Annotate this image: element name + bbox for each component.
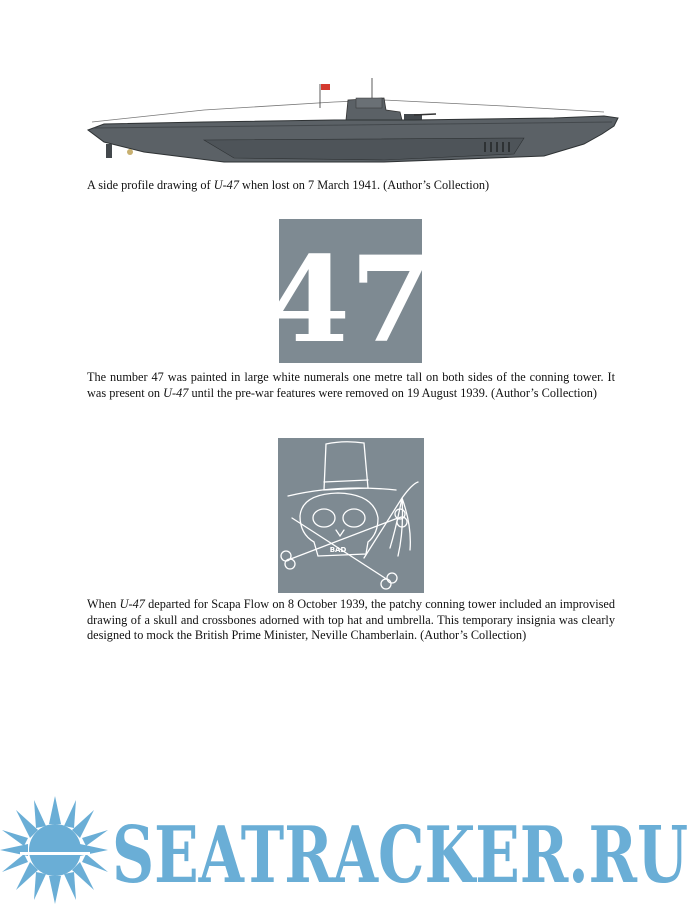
number-47-panel [267,219,433,369]
caption-text: until the pre-war features were removed on 19 August 1939. (Author’s Collection) [188,385,597,400]
caption-text: departed for Scapa Flow on 8 October 1939, the patchy conning tower included an improvised drawing of a skull and crossbones adorned with top hat and umbrella. This temporary insignia was clearly designed to mock the British Prime Minister, Neville Chamberlain. (Author’s Collection) [87,597,616,642]
caption-boat-name: U-47 [163,385,189,400]
figure-2-caption [87,370,615,401]
sun-icon [0,796,108,904]
figure-3-caption [87,597,615,644]
numerals-47: 47 [267,230,433,369]
caption-text: A side profile drawing of [87,178,214,192]
caption-text: The number 47 was painted in large white numerals one metre tall on both sides of the conning tower. It was present on [87,370,615,400]
watermark-text: SEATRACKER.RU [112,810,688,901]
seatracker-watermark [0,796,700,906]
figure-1-caption [87,178,615,194]
submarine-profile-drawing [84,72,624,172]
skull-insignia-panel [278,438,424,593]
caption-boat-name: U-47 [213,178,239,192]
caption-text: When [87,597,120,611]
caption-boat-name: U-47 [119,597,145,611]
caption-text: when lost on 7 March 1941. (Author’s Collection) [238,178,490,192]
skull-label: BAD [329,546,347,554]
